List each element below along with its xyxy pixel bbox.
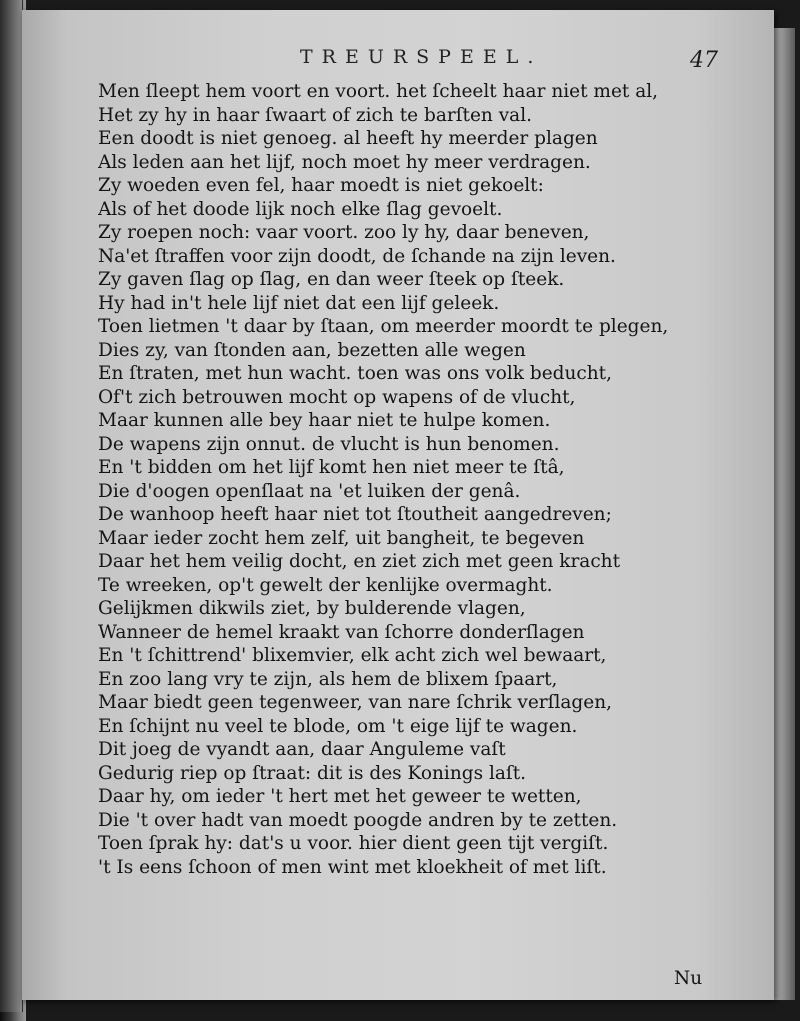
verse-line: Maar ieder zocht hem zelf, uit bangheit, te begeven	[98, 527, 585, 549]
verse-line: De wanhoop heeft haar niet tot ſtoutheit aangedreven;	[98, 504, 612, 525]
left-page-edge	[0, 0, 23, 1012]
verse-line: Maar biedt geen tegenweer, van nare ſchrik verſlagen,	[98, 692, 613, 713]
verse-line: Gelijkmen dikwils ziet, by bulderende vlagen,	[98, 598, 526, 619]
verse-line: En 't ſchittrend' blixemvier, elk acht zich wel bewaart,	[98, 645, 607, 666]
verse-line: Het zy hy in haar ſwaart of zich te barſten val.	[98, 104, 533, 126]
verse-line: Die 't over hadt van moedt poogde andren by te zetten.	[98, 809, 618, 831]
verse-line: Wanneer de hemel kraakt van ſchorre donderſlagen	[98, 621, 585, 643]
verse-line: Daar hy, om ieder 't hert met het geweer te wetten,	[98, 786, 582, 807]
verse-line: En zoo lang vry te zijn, als hem de blixem ſpaart,	[98, 668, 558, 690]
verse-line: Hy had in't hele lijf niet dat een lijf geleek.	[98, 292, 500, 314]
running-head: TREURSPEEL.	[300, 46, 543, 68]
verse-line: Dies zy, van ſtonden aan, bezetten alle wegen	[98, 339, 526, 361]
verse-line: Toen ſprak hy: dat's u voor. hier dient geen tijt vergiſt.	[98, 833, 609, 854]
verse-line: Daar het hem veilig docht, en ziet zich met geen kracht	[98, 551, 621, 572]
catchword: Nu	[674, 968, 703, 989]
verse-line: En ſtraten, met hun wacht. toen was ons volk beducht,	[98, 363, 612, 384]
book-page	[22, 10, 774, 1000]
verse-line: Als leden aan het lijf, noch moet hy meer verdragen.	[98, 151, 591, 173]
verse-line: Toen lietmen 't daar by ſtaan, om meerder moordt te plegen,	[98, 316, 669, 337]
verse-line: Dit joeg de vyandt aan, daar Anguleme vaſt	[98, 739, 506, 760]
verse-line: Zy gaven ſlag op ſlag, en dan weer ſteek op ſteek.	[98, 269, 565, 290]
verse-line: Te wreeken, op't gewelt der kenlijke overmaght.	[98, 574, 553, 596]
verse-line: Gedurig riep op ſtraat: dit is des Konings laſt.	[98, 762, 527, 784]
verse-line: Na'et ſtraffen voor zijn doodt, de ſchande na zijn leven.	[98, 245, 616, 267]
verse-line: En ſchijnt nu veel te blode, om 't eige lijf te wagen.	[98, 715, 578, 737]
verse-line: Als of het doode lijk noch elke ſlag gevoelt.	[98, 198, 503, 220]
verse-line: En 't bidden om het lijf komt hen niet meer te ſtâ,	[98, 457, 565, 478]
verse-line: Zy woeden even fel, haar moedt is niet gekoelt:	[98, 175, 544, 196]
verse-line: Of't zich betrouwen mocht op wapens of de vlucht,	[98, 386, 576, 408]
verse-line: Maar kunnen alle bey haar niet te hulpe komen.	[98, 410, 551, 431]
page-number: 47	[690, 48, 718, 73]
verse-line: Die d'oogen openſlaat na 'et luiken der genâ.	[98, 480, 521, 502]
verse-text	[98, 80, 763, 879]
verse-line: De wapens zijn onnut. de vlucht is hun benomen.	[98, 433, 560, 455]
verse-line: Zy roepen noch: vaar voort. zoo ly hy, daar beneven,	[98, 222, 590, 243]
verse-line: Men ſleept hem voort en voort. het ſcheelt haar niet met al,	[98, 81, 659, 102]
verse-line: Een doodt is niet genoeg. al heeft hy meerder plagen	[98, 128, 598, 149]
verse-line: 't Is eens ſchoon of men wint met kloekheit of met liſt.	[98, 856, 607, 878]
